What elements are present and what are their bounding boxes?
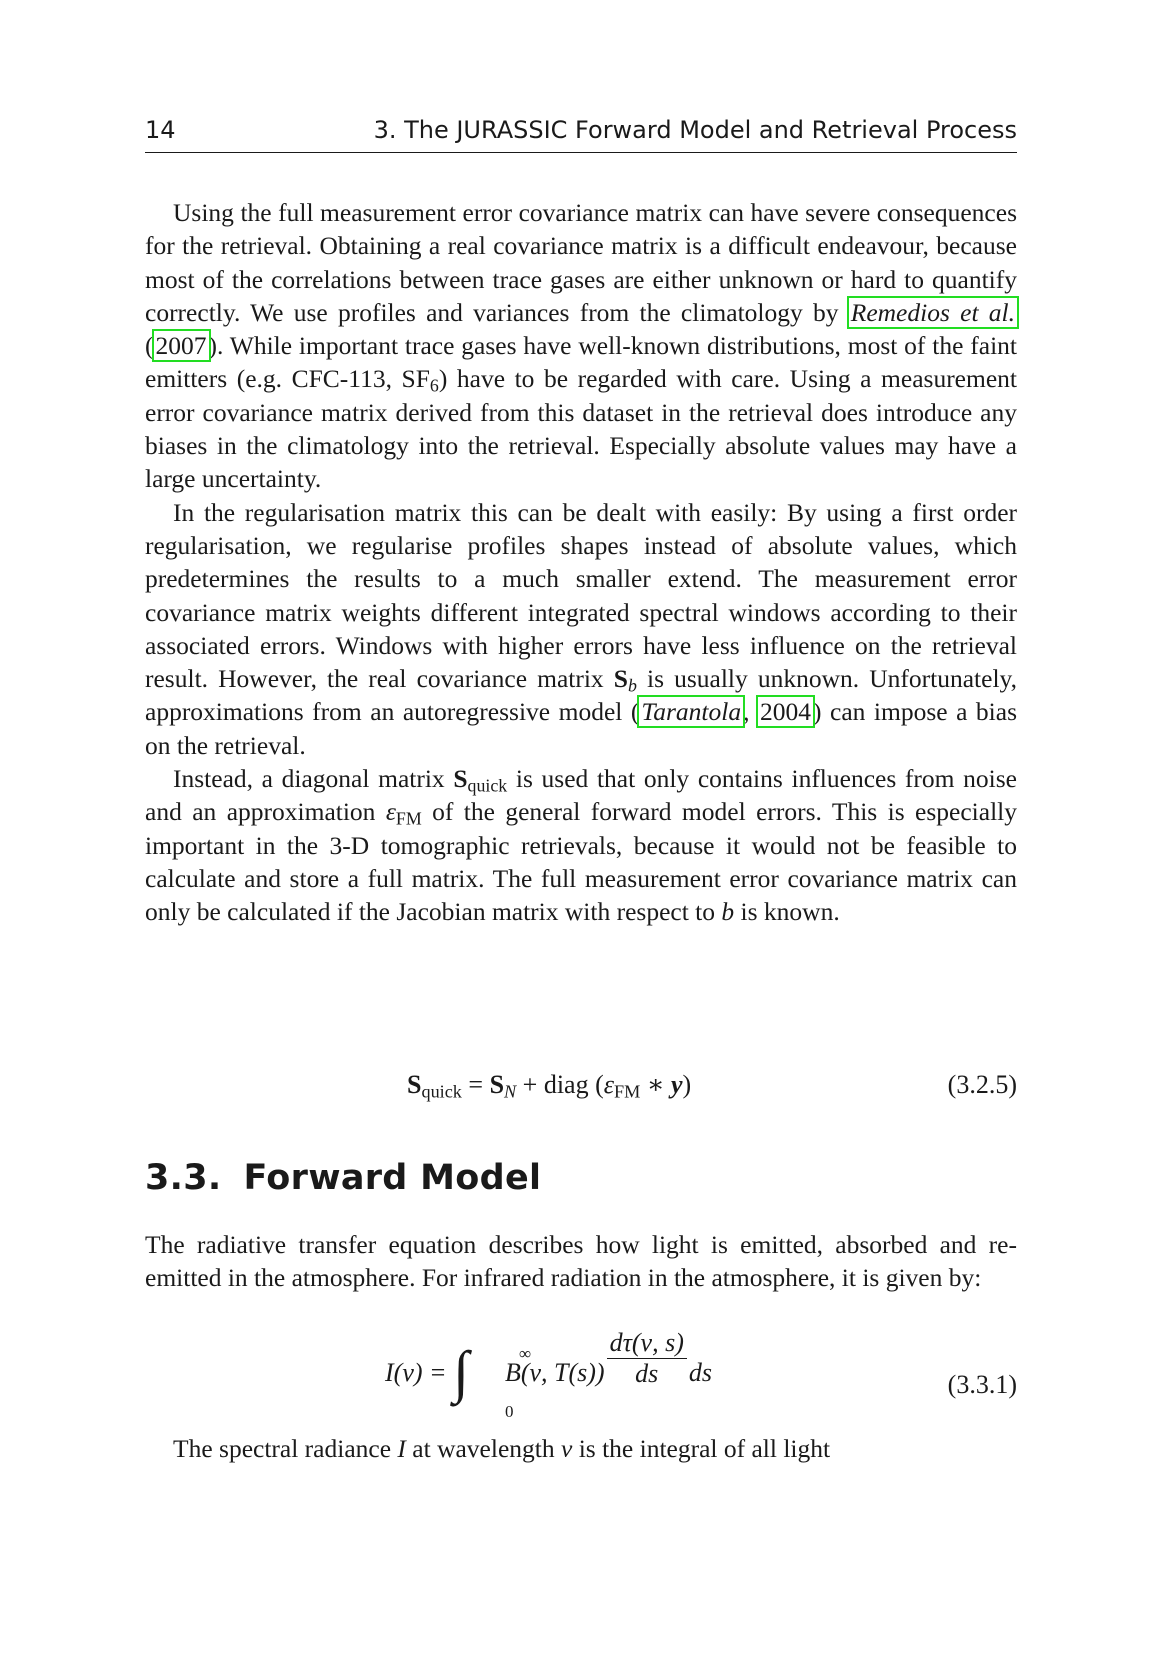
paragraph-4: The radiative transfer equation describes how light is emitted, absorbed and re-emitted in the atmosphere. For infrared radiation in the atmosphere, it is given by: (145, 1230, 1017, 1293)
section-heading (145, 1158, 541, 1198)
paragraph-5: The spectral radiance I at wavelength ν is the integral of all light (173, 1434, 831, 1463)
equation-body: I(ν) = ∫ ∞ 0 B(ν, T(s)) $\frac{d\tau(\nu, s)}{ds}$ ds (385, 1327, 712, 1421)
paragraph-1: Using the full measurement error covariance matrix can have severe consequences for the retrieval. Obtaining a real covariance matrix is a difficult endeavour, because most of the correlations between trace gases are either unknown or hard to quantify correctly. We use profiles and variances from the climatology by Remedios et al. (2007). While important trace gases have well-known distributions, most of the faint emitters (e.g. CFC-113, $SF_6$) have to be regarded with care. Using a measurement error covariance matrix derived from this dataset in the retrieval does introduce any biases in the climatology into the retrieval. Especially absolute values may have a large uncertainty. (145, 198, 1017, 494)
citation-link-2004[interactable]: 2004 (759, 697, 811, 727)
citation-link-tarantola[interactable]: Tarantola (641, 697, 742, 727)
equation-3-2-5 (145, 1070, 1017, 1110)
paragraphs-block-1 (145, 196, 1017, 929)
integral-sign: ∫ (453, 1339, 469, 1404)
equation-body: $S_{quick} = S_N$ + diag ($\varepsilon_{FM}$ ∗ y) (407, 1070, 692, 1102)
integral-lower-limit: 0 (505, 1402, 514, 1421)
paragraph-2: In the regularisation matrix this can be dealt with easily: By using a first order regularisation, we regularise profiles shapes instead of absolute values, which predetermines the results to a much smaller extend. The measurement error covariance matrix weights different integrated spectral windows according to their associated errors. Windows with higher errors have less influence on the retrieval result. However, the real covariance matrix $S_b$ is usually unknown. Unfortunately, approximations from an autoregressive model (Tarantola, 2004) can impose a bias on the retrieval. (145, 497, 1018, 760)
equation-3-3-1 (145, 1327, 1017, 1430)
paragraphs-block-2 (145, 1228, 1017, 1295)
fraction: $\frac{d\tau(\nu, s)}{ds}$ (607, 1328, 687, 1389)
section-title: Forward Model (243, 1158, 542, 1198)
paragraph-3: Instead, a diagonal matrix $S_{quick}$ is used that only contains influences from noise and an approximation $\varepsilon_{FM}$ of the general forward model errors. This is especially important in the 3-D tomographic retrievals, because it would not be feasible to calculate and store a full matrix. The full measurement error covariance matrix can only be calculated if the Jacobian matrix with respect to b is known. (145, 764, 1018, 927)
citation-link-2007[interactable]: 2007 (155, 331, 207, 361)
running-head (145, 112, 1017, 153)
citation-link-remedios[interactable]: Remedios et al. (850, 297, 1016, 327)
paragraphs-block-3 (145, 1432, 1017, 1465)
equation-number: (3.2.5) (947, 1070, 1017, 1099)
chapter-title: 3. The JURASSIC Forward Model and Retrieval Process (373, 116, 1017, 144)
integral-upper-limit: ∞ (519, 1344, 532, 1363)
section-number: 3.3. (145, 1158, 222, 1198)
equation-number: (3.3.1) (947, 1370, 1017, 1399)
page-number: 14 (145, 116, 176, 144)
